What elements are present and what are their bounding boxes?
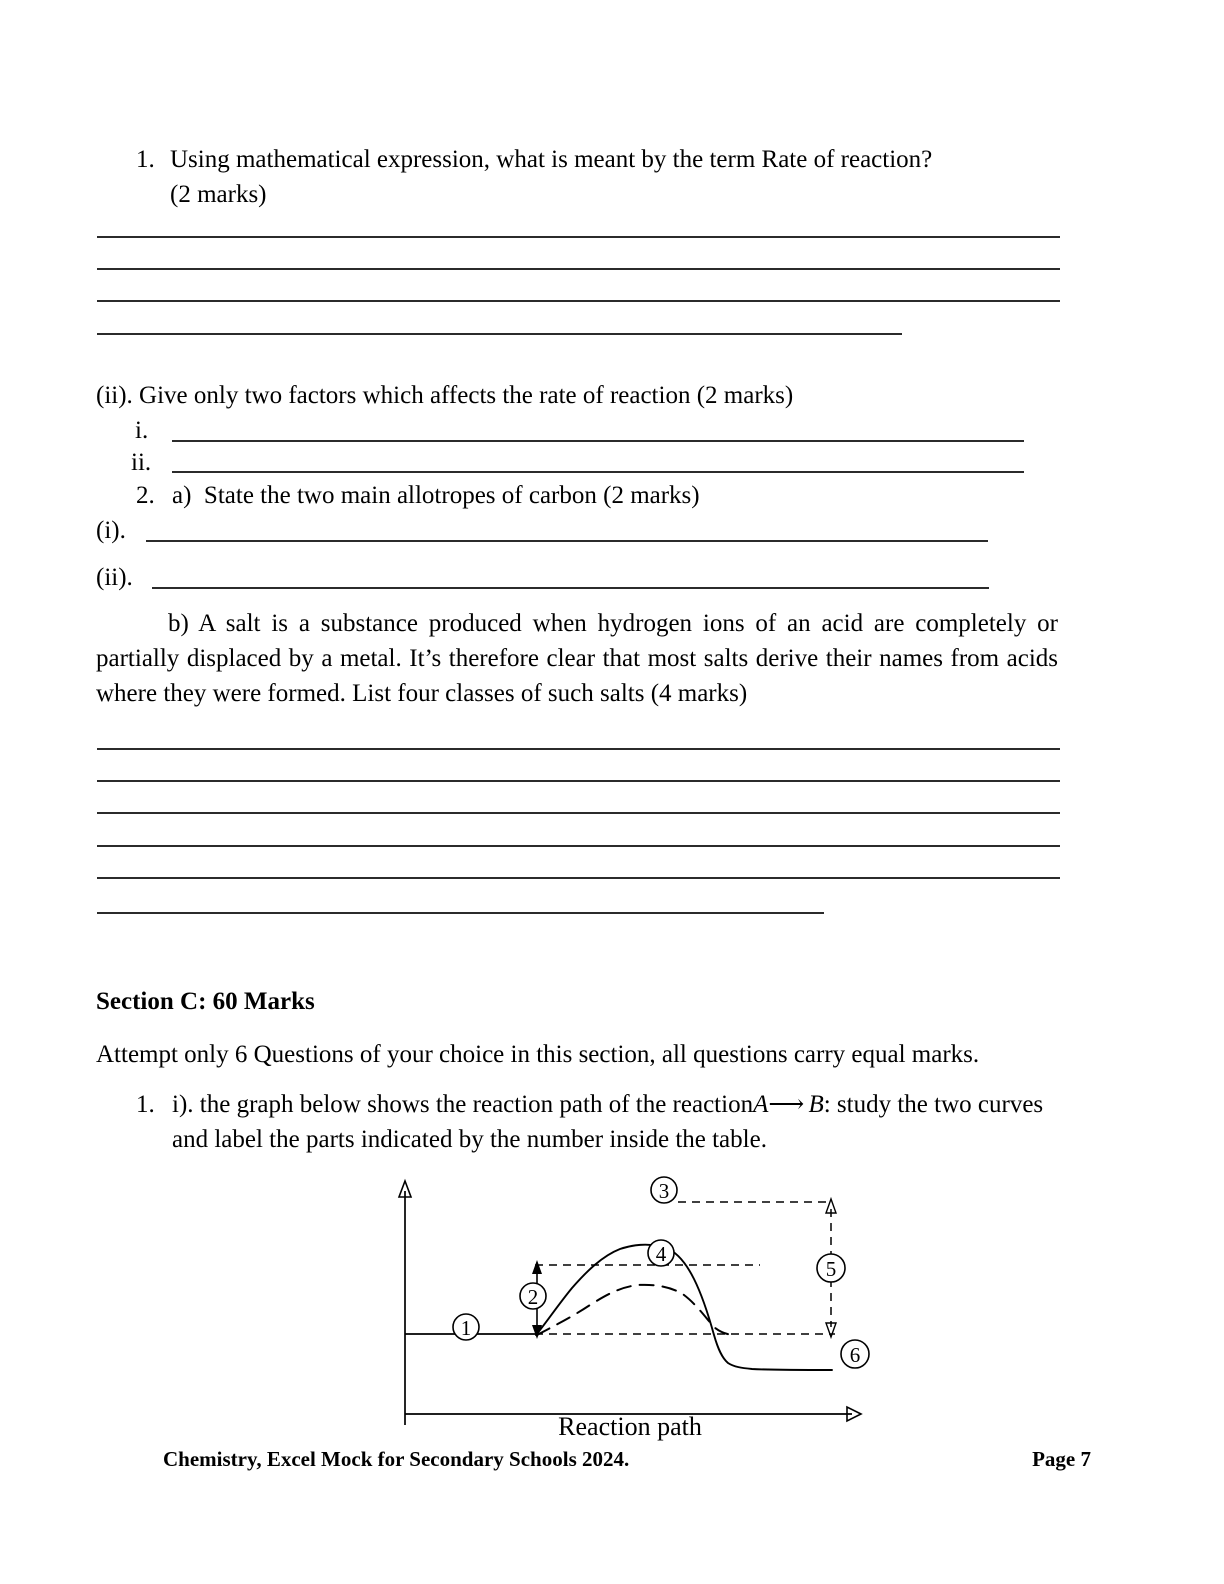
callout-6-label: 6 xyxy=(849,1343,861,1367)
question-2-number: 2. xyxy=(136,482,155,509)
question-2a-ii-label: (ii). xyxy=(96,564,133,591)
answer-line[interactable] xyxy=(97,812,1060,814)
footer-page-number: Page 7 xyxy=(1032,1447,1091,1471)
product-symbol-B: B xyxy=(808,1091,824,1118)
callout-2-label: 2 xyxy=(527,1285,539,1309)
callout-1-label: 1 xyxy=(460,1316,472,1340)
question-1-number: 1. xyxy=(136,146,155,173)
callout-1[interactable] xyxy=(453,1314,479,1340)
question-2a-text: State the two main allotropes of carbon (2 marks) xyxy=(203,482,700,509)
answer-line[interactable] xyxy=(97,333,902,335)
part-i-label: i). xyxy=(172,1091,194,1118)
callout-4[interactable] xyxy=(648,1240,674,1266)
answer-line[interactable] xyxy=(97,748,1060,750)
catalysed-reaction-curve xyxy=(537,1285,732,1335)
uncatalysed-reaction-curve xyxy=(536,1245,832,1370)
question-2a xyxy=(172,478,1002,513)
question-2b-text: A salt is a substance produced when hydrogen ions of an acid are completely or partially displaced by a metal. It’s therefore clear that most salts derive their names from acids where they were formed. List four classes of such salts (4 marks) xyxy=(96,610,1058,707)
answer-line[interactable] xyxy=(97,912,824,914)
callout-6[interactable] xyxy=(841,1340,869,1368)
question-2a-i-label: (i). xyxy=(96,517,126,544)
section-c-instruction: Attempt only 6 Questions of your choice in this section, all questions carry equal marks. xyxy=(96,1041,980,1068)
question-2a-label: a) xyxy=(172,482,192,509)
section-c-heading: Section C: 60 Marks xyxy=(96,988,315,1015)
answer-line[interactable] xyxy=(97,780,1060,782)
reaction-equation xyxy=(753,1091,824,1118)
answer-line[interactable] xyxy=(152,587,989,589)
callout-3-label: 3 xyxy=(658,1179,670,1203)
answer-line[interactable] xyxy=(97,300,1060,302)
section-c-question-1-number: 1. xyxy=(136,1091,155,1118)
section-c-question-1-text xyxy=(172,1087,1072,1157)
part-i-text-before: the graph below shows the reaction path of the reaction xyxy=(199,1091,754,1118)
question-1-marks: (2 marks) xyxy=(170,181,267,208)
y-axis xyxy=(399,1181,411,1425)
answer-line[interactable] xyxy=(172,440,1024,442)
callout-2[interactable] xyxy=(520,1283,546,1309)
question-1-ii xyxy=(96,378,996,413)
answer-line[interactable] xyxy=(97,845,1060,847)
part-i-text-after: : study the two curves and label the parts indicated by the number inside the table. xyxy=(172,1091,1044,1153)
answer-line[interactable] xyxy=(97,236,1060,238)
reaction-arrow-icon: ⟶ xyxy=(768,1091,803,1118)
reactant-symbol-A: A xyxy=(753,1091,769,1118)
callout-5[interactable] xyxy=(817,1254,845,1282)
question-2b xyxy=(96,606,1058,711)
footer-document-title: Chemistry, Excel Mock for Secondary Schools 2024. xyxy=(163,1447,630,1471)
answer-line[interactable] xyxy=(97,877,1060,879)
list-marker-i: i. xyxy=(135,417,149,444)
answer-line[interactable] xyxy=(146,540,988,542)
question-1-ii-label: (ii). xyxy=(96,382,133,409)
answer-line[interactable] xyxy=(97,268,1060,270)
question-2b-label: b) xyxy=(168,610,189,637)
question-1-ii-text: Give only two factors which affects the rate of reaction (2 marks) xyxy=(139,382,794,409)
callout-5-label: 5 xyxy=(825,1257,837,1281)
callout-4-label: 4 xyxy=(655,1242,667,1266)
reaction-path-energy-diagram xyxy=(380,1155,880,1455)
question-1-text: Using mathematical expression, what is meant by the term Rate of reaction? xyxy=(170,146,933,173)
callout-3[interactable] xyxy=(651,1177,677,1203)
answer-line[interactable] xyxy=(172,471,1024,473)
x-axis-label: Reaction path xyxy=(558,1412,702,1441)
list-marker-ii: ii. xyxy=(131,449,152,476)
